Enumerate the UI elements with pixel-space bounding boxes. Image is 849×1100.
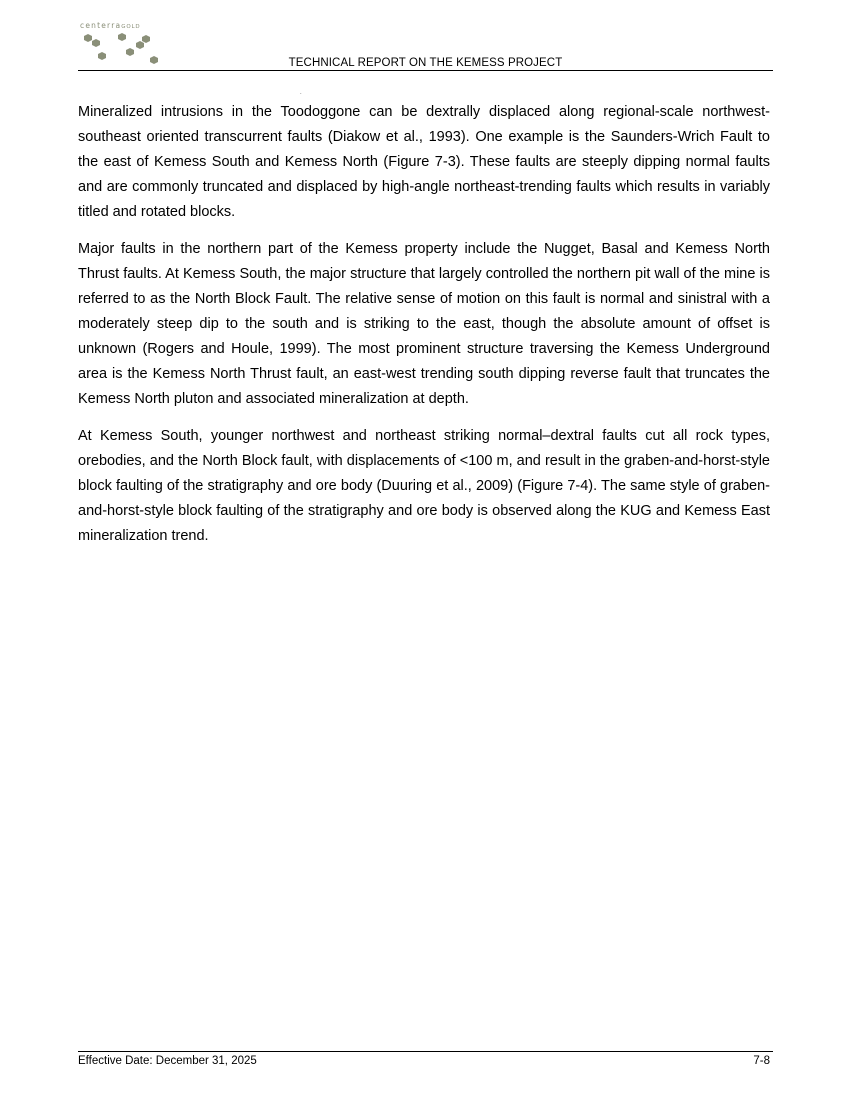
report-body: [78, 100, 770, 561]
paragraph-2: Major faults in the northern part of the Kemess property include the Nugget, Basal and Kemess North Thrust faults. At Kemess South, the major structure that largely controlled the northern pit wall of the mine is referred to as the North Block Fault. The relative sense of motion on this fault is normal and sinistral with a moderately steep dip to the south and is striking to the east, though the absolute amount of offset is unknown (Rogers and Houle, 1999). The most prominent structure traversing the Kemess Underground area is the Kemess North Thrust fault, an east-west trending south dipping reverse fault that truncates the Kemess North pluton and associated mineralization at depth.: [78, 241, 770, 407]
page-header: [78, 18, 773, 71]
stray-mark: .: [300, 90, 302, 96]
logo-suffix: GOLD: [121, 24, 141, 30]
effective-date: Effective Date: December 31, 2025: [78, 1055, 257, 1067]
logo-text: centerra: [80, 21, 122, 30]
paragraph-1: Mineralized intrusions in the Toodoggone can be dextrally displaced along regional-scale northwest-southeast oriented transcurrent faults (Diakow et al., 1993). One example is the Saunders-Wrich Fault to the east of Kemess South and Kemess North (Figure 7-3). These faults are steeply dipping normal faults and are commonly truncated and displaced by high-angle northeast-trending faults which results in variably titled and rotated blocks.: [78, 104, 770, 220]
paragraph-3: At Kemess South, younger northwest and northeast striking normal–dextral faults cut all rock types, orebodies, and the North Block fault, with displacements of <100 m, and result in the graben-and-horst-style block faulting of the stratigraphy and ore body (Duuring et al., 2009) (Figure 7-4). The same style of graben-and-horst-style block faulting of the stratigraphy and ore body is observed along the KUG and Kemess East mineralization trend.: [78, 428, 770, 544]
page-footer: [78, 1051, 773, 1067]
report-title: TECHNICAL REPORT ON THE KEMESS PROJECT: [288, 57, 563, 69]
page-number: 7-8: [753, 1055, 770, 1067]
logo-wordmark: [80, 21, 140, 30]
